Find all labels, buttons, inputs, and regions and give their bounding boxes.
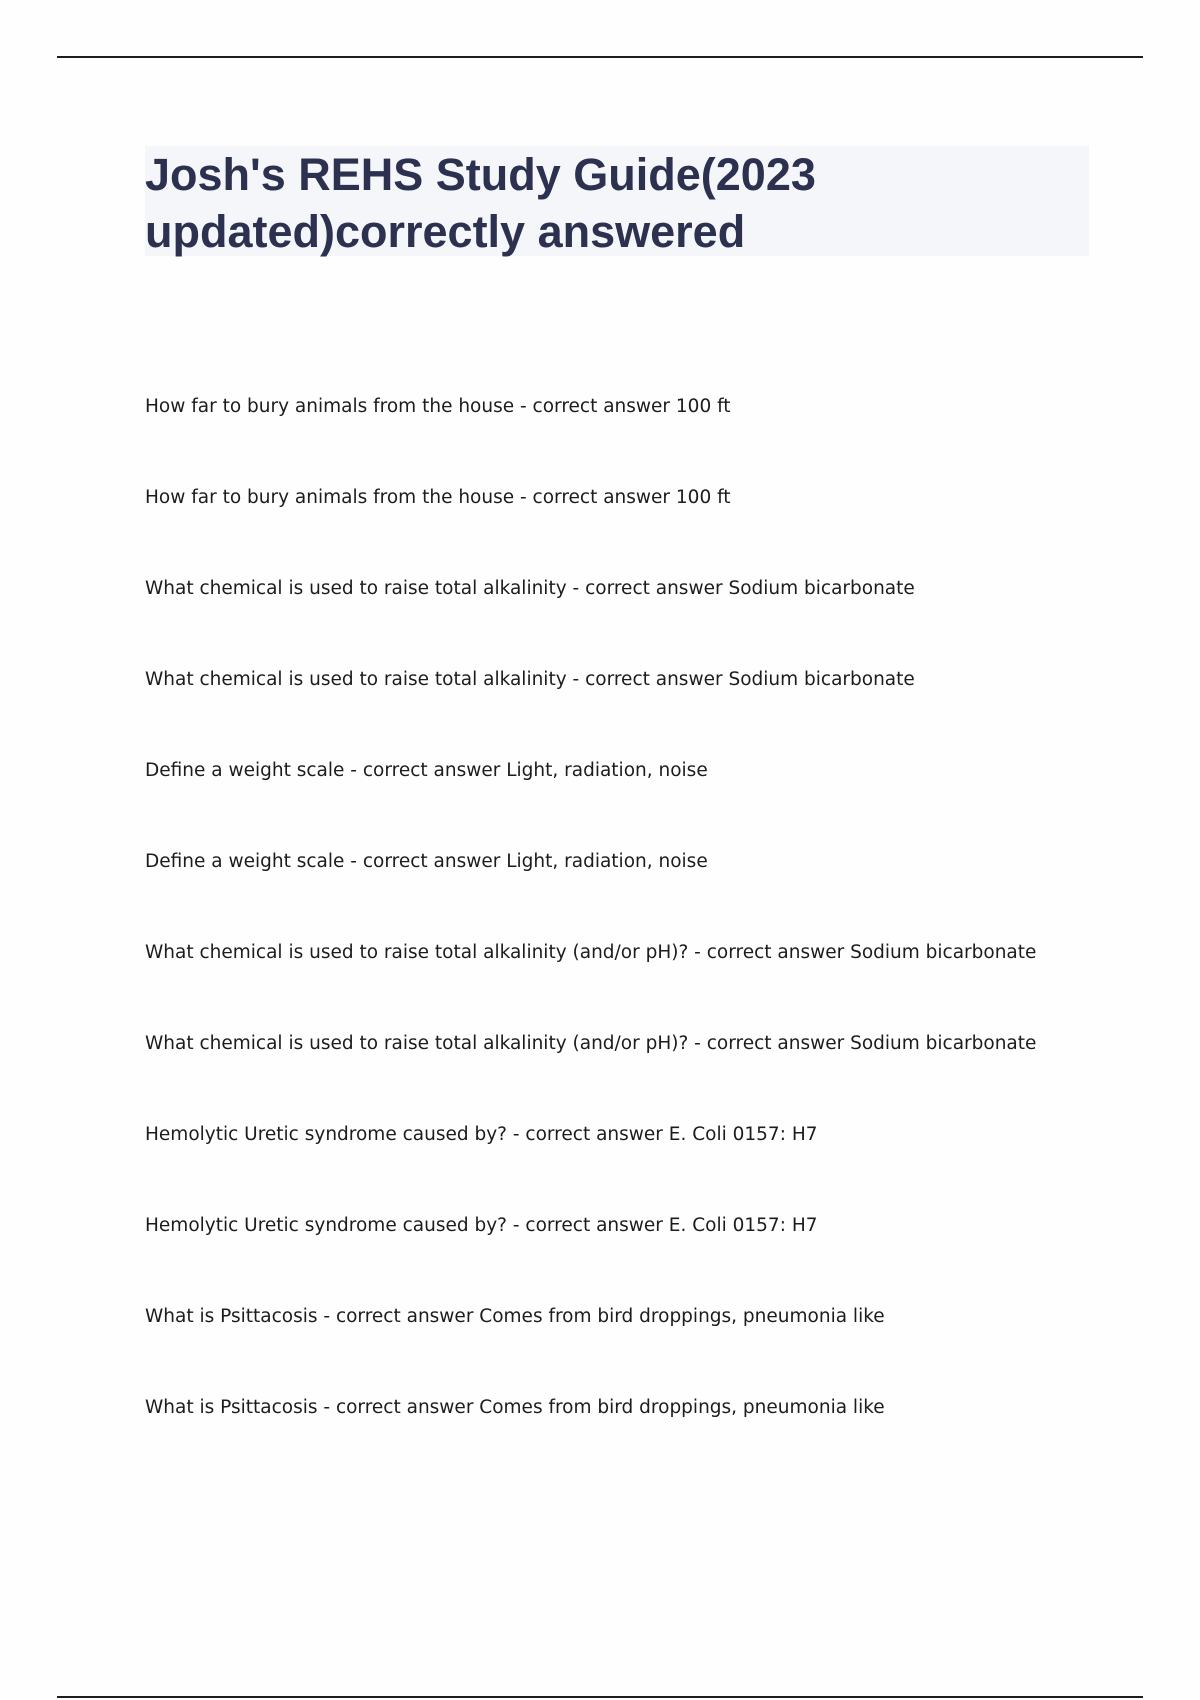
qa-item: How far to bury animals from the house - correct answer 100 ft: [145, 396, 731, 417]
qa-item: What chemical is used to raise total alkalinity (and/or pH)? - correct answer Sodium bicarbonate: [145, 942, 1037, 963]
footer-rule: [57, 1696, 1143, 1698]
qa-item: Hemolytic Uretic syndrome caused by? - correct answer E. Coli 0157: H7: [145, 1215, 818, 1236]
header-rule: [57, 56, 1143, 58]
qa-item: What is Psittacosis - correct answer Comes from bird droppings, pneumonia like: [145, 1397, 885, 1418]
title-block: [145, 146, 1089, 256]
qa-item: What chemical is used to raise total alkalinity - correct answer Sodium bicarbonate: [145, 578, 915, 599]
qa-item: Hemolytic Uretic syndrome caused by? - correct answer E. Coli 0157: H7: [145, 1124, 818, 1145]
qa-item: What chemical is used to raise total alkalinity (and/or pH)? - correct answer Sodium bicarbonate: [145, 1033, 1037, 1054]
qa-item: Define a weight scale - correct answer Light, radiation, noise: [145, 760, 708, 781]
qa-item: How far to bury animals from the house - correct answer 100 ft: [145, 487, 731, 508]
qa-item: Define a weight scale - correct answer Light, radiation, noise: [145, 851, 708, 872]
qa-item: What chemical is used to raise total alkalinity - correct answer Sodium bicarbonate: [145, 669, 915, 690]
qa-item: What is Psittacosis - correct answer Comes from bird droppings, pneumonia like: [145, 1306, 885, 1327]
qa-list: [145, 392, 1105, 1484]
document-title: Josh's REHS Study Guide(2023 updated)correctly answered: [145, 149, 816, 257]
